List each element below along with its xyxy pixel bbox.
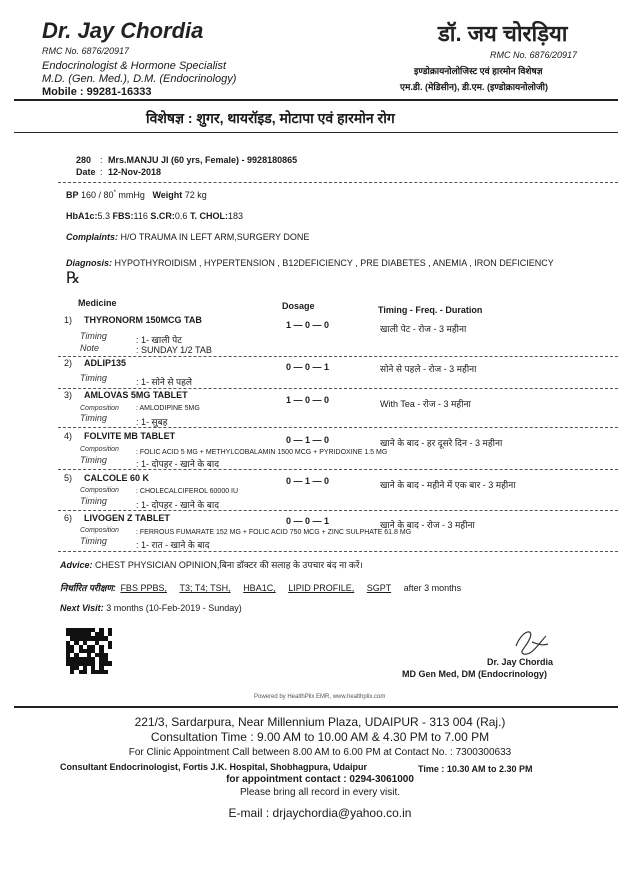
medicine-name: LIVOGEN Z TABLET — [84, 513, 170, 523]
medicine-timing: : 1- सुबह — [136, 417, 168, 427]
vitals: BP 160 / 80* mmHg Weight 72 kg — [66, 190, 207, 200]
rmc-number: RMC No. 6876/20917 — [42, 46, 130, 56]
doctor-name-hindi: डॉ. जय चोरड़िया — [438, 21, 568, 46]
signature-scribble — [512, 624, 552, 658]
medicine-dosage: 0 — 0 — 1 — [286, 516, 330, 526]
footer-appointment: For Clinic Appointment Call between 8.00 AM to 6.00 PM at Contact No. : 7300300633 — [128, 747, 512, 758]
timing-label: Timing — [80, 455, 107, 465]
medicine-frequency: खाने के बाद - हर दूसरे दिन - 3 महीना — [380, 438, 503, 448]
specialty-banner: विशेषज्ञ : शुगर, थायरॉइड, मोटापा एवं हारमोन रोग — [146, 110, 395, 126]
medicine-timing: : 1- सोने से पहले — [136, 377, 192, 387]
complaints: Complaints: H/O TRAUMA IN LEFT ARM,SURGERY DONE — [66, 232, 310, 242]
medicine-timing: : 1- दोपहर - खाने के बाद — [136, 459, 220, 469]
row-divider — [58, 388, 618, 389]
composition-label: Composition — [80, 487, 119, 494]
visit-date: 12-Nov-2018 — [108, 167, 162, 177]
medicine-name: FOLVITE MB TABLET — [84, 431, 176, 441]
test-item: FBS PPBS, — [120, 583, 167, 593]
medicine-composition: : FERROUS FUMARATE 152 MG + FOLIC ACID 750 MCG + ZINC SULPHATE 61.8 MG — [136, 529, 412, 536]
medicine-dosage: 0 — 1 — 0 — [286, 476, 330, 486]
signature-name: Dr. Jay Chordia — [487, 657, 554, 667]
diagnosis: Diagnosis: HYPOTHYROIDISM , HYPERTENSION , B12DEFICIENCY , PRE DIABETES , ANEMIA , IRON DEFICIENCY — [66, 258, 554, 268]
patient-name: Mrs.MANJU JI (60 yrs, Female) - 9928180865 — [108, 155, 298, 165]
medicine-frequency: With Tea - रोज - 3 महीना — [380, 399, 471, 409]
composition-label: Composition — [80, 446, 119, 453]
patient-sep: : — [100, 155, 103, 165]
doctor-degrees-hindi: एम.डी. (मेडिसीन), डी.एम. (इण्डोक्रायनोलोजी) — [400, 82, 549, 92]
medicine-timing: : 1- खाली पेट — [136, 335, 182, 345]
header-timing: Timing - Freq. - Duration — [378, 305, 483, 315]
medicine-number: 1) — [64, 315, 73, 325]
banner-divider — [14, 132, 618, 133]
advice: Advice: CHEST PHYSICIAN OPINION,बिना डॉक्टर की सलाह के उपचार बंद ना करें। — [60, 560, 363, 570]
rx-symbol: ℞ — [66, 270, 81, 287]
medicine-frequency: खाली पेट - रोज - 3 महीना — [380, 324, 467, 334]
medicine-name: THYRONORM 150MCG TAB — [84, 315, 202, 325]
medicine-name: CALCOLE 60 K — [84, 473, 150, 483]
medicine-dosage: 0 — 1 — 0 — [286, 435, 330, 445]
footer-email: E-mail : drjaychordia@yahoo.co.in — [228, 806, 412, 820]
medicine-timing: : 1- रात - खाने के बाद — [136, 540, 210, 550]
note-label: Note — [80, 343, 100, 353]
timing-label: Timing — [80, 413, 107, 423]
medicine-note: : SUNDAY 1/2 TAB — [136, 345, 212, 355]
row-divider — [58, 356, 618, 357]
footer-divider — [14, 706, 618, 708]
doctor-name: Dr. Jay Chordia — [42, 18, 204, 43]
row-divider — [58, 469, 618, 470]
qr-code — [66, 628, 112, 674]
row-divider — [58, 427, 618, 428]
medicine-name: ADLIP135 — [84, 358, 127, 368]
medicine-timing: : 1- दोपहर - खाने के बाद — [136, 500, 220, 510]
lab-values: HbA1c:5.3 FBS:116 S.CR:0.6 T. CHOL:183 — [66, 211, 243, 221]
timing-label: Timing — [80, 536, 107, 546]
timing-label: Timing — [80, 496, 107, 506]
date-label: Date — [76, 167, 96, 177]
timing-label: Timing — [80, 373, 107, 383]
medicine-number: 5) — [64, 473, 73, 483]
footer-consultant: Consultant Endocrinologist, Fortis J.K. Hospital, Shobhagpura, Udaipur — [60, 762, 368, 772]
medicine-name: AMLOVAS 5MG TABLET — [84, 390, 188, 400]
header-divider — [14, 99, 618, 101]
medicine-number: 2) — [64, 358, 73, 368]
medicine-composition: : AMLODIPINE 5MG — [136, 405, 200, 412]
test-item: LIPID PROFILE, — [288, 583, 355, 593]
signature-degree: MD Gen Med, DM (Endocrinology) — [402, 669, 547, 679]
timing-label: Timing — [80, 331, 107, 341]
header-dosage: Dosage — [282, 301, 315, 311]
doctor-specialty: Endocrinologist & Hormone Specialist — [42, 60, 227, 72]
date-sep: : — [100, 167, 103, 177]
medicine-number: 4) — [64, 431, 73, 441]
composition-label: Composition — [80, 405, 119, 412]
medicine-dosage: 1 — 0 — 0 — [286, 395, 330, 405]
next-visit: Next Visit: 3 months (10-Feb-2019 - Sunday) — [60, 603, 242, 613]
medicine-number: 3) — [64, 390, 73, 400]
footer-records: Please bring all record in every visit. — [239, 787, 401, 798]
medicine-composition: : CHOLECALCIFEROL 60000 IU — [136, 488, 239, 495]
doctor-degrees: M.D. (Gen. Med.), D.M. (Endocrinology) — [42, 73, 237, 85]
test-item: HBA1C, — [243, 583, 276, 593]
doctor-specialty-hindi: इण्डोक्रायनोलोजिस्ट एवं हारमोन विशेषज्ञ — [414, 66, 543, 76]
patient-id: 280 — [76, 155, 92, 165]
test-item: SGPT — [366, 583, 392, 593]
row-divider — [58, 551, 618, 552]
tests: निर्धारित परीक्षण: FBS PPBS, T3; T4; TSH, HBA1C, LIPID PROFILE, SGPT after 3 months — [60, 583, 462, 593]
footer-appointment-contact: for appointment contact : 0294-3061000 — [226, 774, 414, 785]
medicine-frequency: सोने से पहले - रोज - 3 महीना — [380, 364, 477, 374]
footer-address: 221/3, Sardarpura, Near Millennium Plaza, UDAIPUR - 313 004 (Raj.) — [134, 715, 506, 729]
medicine-number: 6) — [64, 513, 73, 523]
footer-consultant-time: Time : 10.30 AM to 2.30 PM — [418, 764, 533, 774]
doctor-mobile: Mobile : 99281-16333 — [42, 86, 152, 98]
medicine-frequency: खाने के बाद - महीने में एक बार - 3 महीना — [380, 480, 516, 490]
patient-divider — [58, 182, 618, 183]
test-item: T3; T4; TSH, — [179, 583, 231, 593]
composition-label: Composition — [80, 527, 119, 534]
medicine-dosage: 0 — 0 — 1 — [286, 362, 330, 372]
header-medicine: Medicine — [78, 298, 117, 308]
powered-by: Powered by HealthPlix EMR, www.healthplix.com — [254, 694, 386, 700]
medicine-dosage: 1 — 0 — 0 — [286, 320, 330, 330]
row-divider — [58, 510, 618, 511]
rmc-number-hindi: RMC No. 6876/20917 — [490, 50, 578, 60]
medicine-frequency: खाने के बाद - रोज - 3 महीना — [380, 520, 475, 530]
medicine-composition: : FOLIC ACID 5 MG + METHYLCOBALAMIN 1500 MCG + PYRIDOXINE 1.5 MG — [136, 449, 388, 456]
footer-timing: Consultation Time : 9.00 AM to 10.00 AM & 4.30 PM to 7.00 PM — [150, 730, 490, 744]
